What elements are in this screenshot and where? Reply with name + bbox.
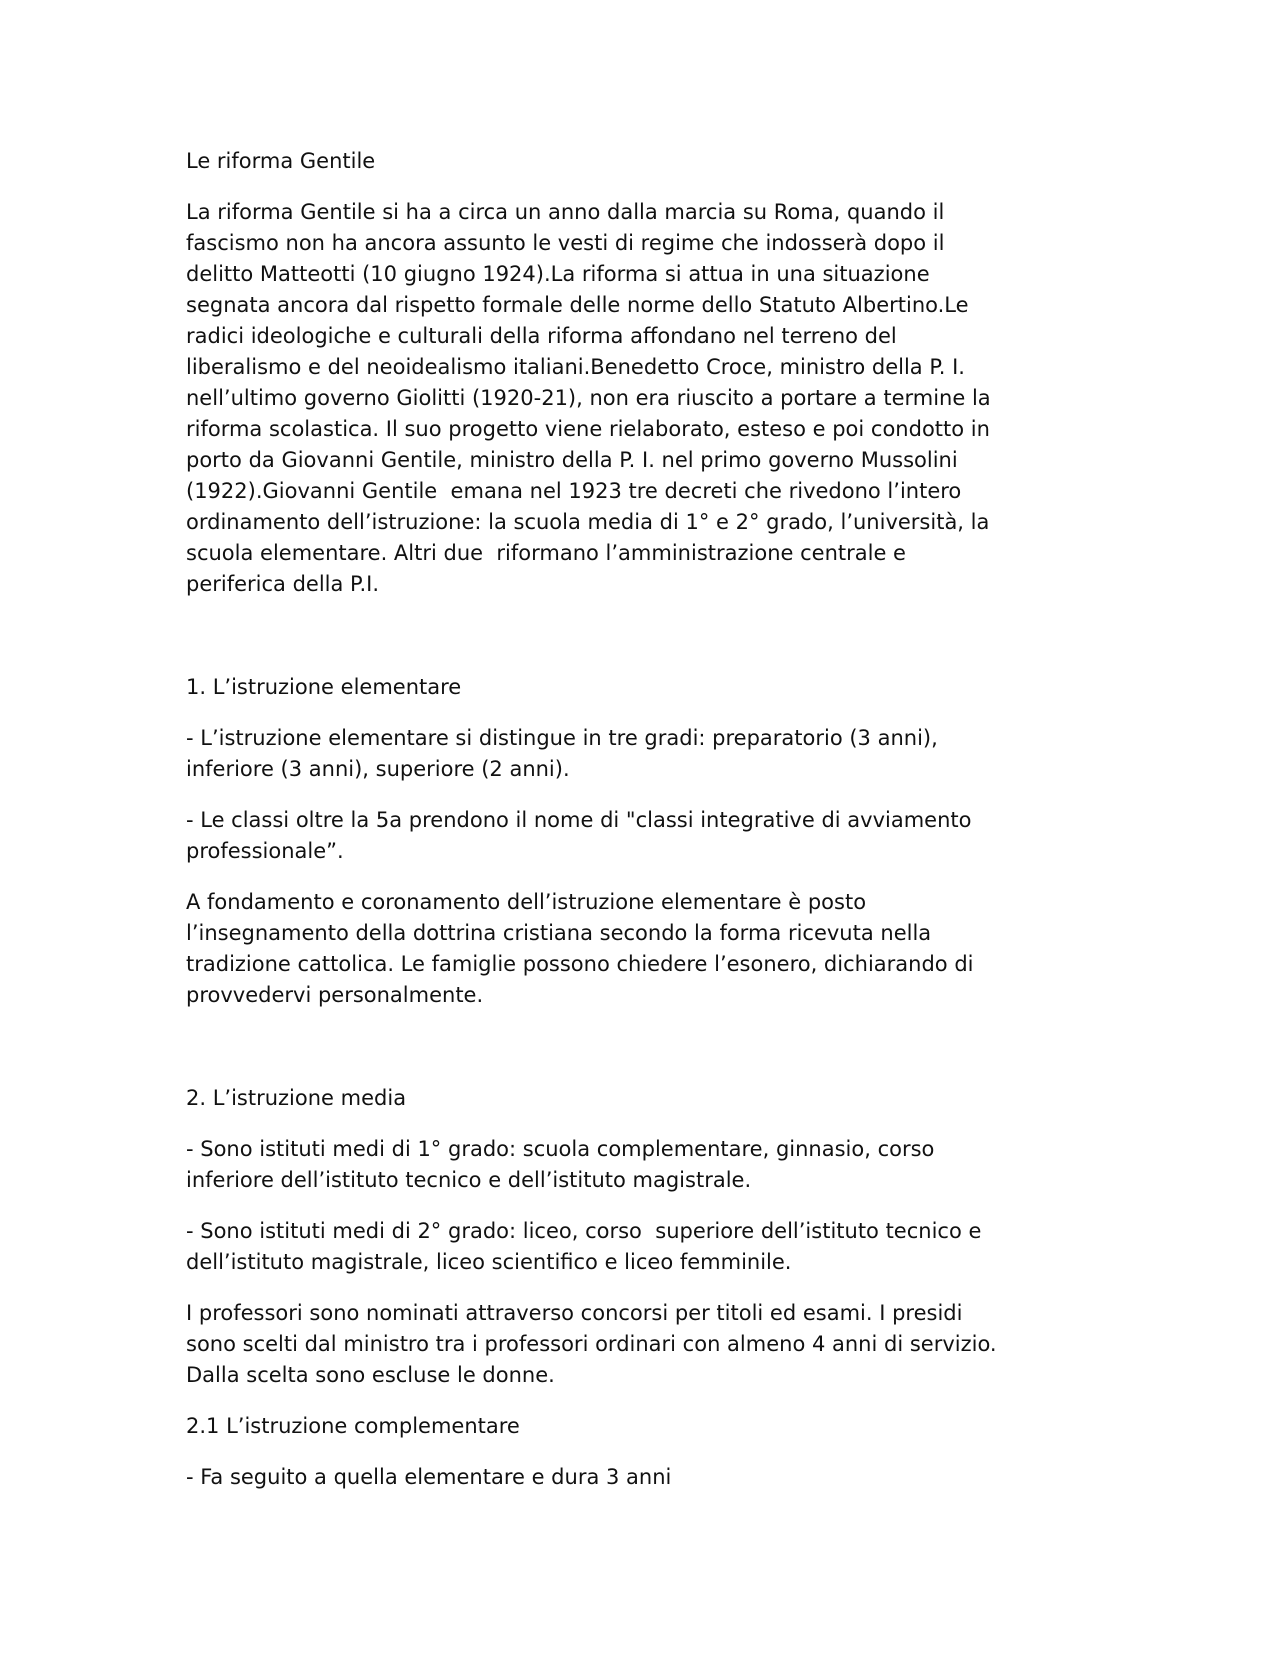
spacer [186,620,1086,672]
bullet-paragraph: - Sono istituti medi di 1° grado: scuola complementare, ginnasio, corso inferiore dell’istituto tecnico e dell’istituto magistrale. [186,1137,935,1192]
intro-line: radici ideologiche e culturali della riforma affondano nel terreno del [186,324,897,348]
intro-paragraph [186,197,1086,600]
intro-line: segnata ancora dal rispetto formale delle norme dello Statuto Albertino.Le [186,293,969,317]
intro-line: liberalismo e del neoidealismo italiani.Benedetto Croce, ministro della P. I. [186,355,965,379]
body-paragraph: I professori sono nominati attraverso concorsi per titoli ed esami. I presidi sono scelti dal ministro tra i professori ordinari con almeno 4 anni di servizio. Dalla scelta sono escluse le donne. [186,1301,997,1387]
intro-line: La riforma Gentile si ha a circa un anno dalla marcia su Roma, quando il [186,200,945,224]
section-heading: 1. L’istruzione elementare [186,675,462,699]
bullet-paragraph: - L’istruzione elementare si distingue in tre gradi: preparatorio (3 anni), inferiore (3 anni), superiore (2 anni). [186,726,938,781]
intro-line: periferica della P.I. [186,572,379,596]
section-heading: 2.1 L’istruzione complementare [186,1414,520,1438]
bullet-paragraph: - Fa seguito a quella elementare e dura 3 anni [186,1465,672,1489]
section-heading: 2. L’istruzione media [186,1086,407,1110]
intro-line: fascismo non ha ancora assunto le vesti di regime che indosserà dopo il [186,231,945,255]
document-title: Le riforma Gentile [186,149,376,173]
intro-line: ordinamento dell’istruzione: la scuola media di 1° e 2° grado, l’università, la [186,510,990,534]
intro-line: porto da Giovanni Gentile, ministro della P. I. nel primo governo Mussolini [186,448,958,472]
bullet-paragraph: - Sono istituti medi di 2° grado: liceo, corso superiore dell’istituto tecnico e dell’istituto magistrale, liceo scientifico e liceo femminile. [186,1219,982,1274]
intro-line: riforma scolastica. Il suo progetto viene rielaborato, esteso e poi condotto in [186,417,990,441]
bullet-paragraph: - Le classi oltre la 5a prendono il nome di "classi integrative di avviamento professionale”. [186,808,972,863]
intro-line: delitto Matteotti (10 giugno 1924).La riforma si attua in una situazione [186,262,930,286]
document-body [186,146,1086,1513]
spacer [186,1031,1086,1083]
intro-line: scuola elementare. Altri due riformano l’amministrazione centrale e [186,541,906,565]
intro-line: nell’ultimo governo Giolitti (1920-21), non era riuscito a portare a termine la [186,386,991,410]
body-paragraph: A fondamento e coronamento dell’istruzione elementare è posto l’insegnamento della dottrina cristiana secondo la forma ricevuta nella tradizione cattolica. Le famiglie possono chiedere l’esonero, dichiarando di provvedervi personalmente. [186,890,974,1007]
intro-line: (1922).Giovanni Gentile emana nel 1923 tre decreti che rivedono l’intero [186,479,962,503]
